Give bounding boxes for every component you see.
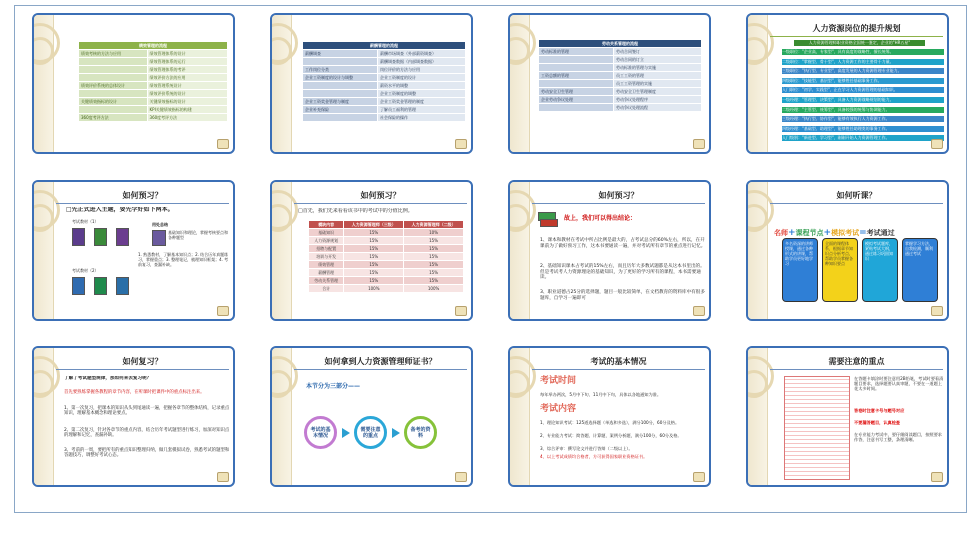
table-cell: 15% <box>404 253 464 261</box>
exam-content-3: 3、综合评审：撰写论文并进行答辩（二级以上）。 <box>540 446 633 451</box>
notice-red-2: 不要漏答题目，认真检查 <box>854 420 901 425</box>
point-2: 2、基础知识课本占考试的15%左右，而且历年大多数试题都是从这本书里出的。但是考试考人力资源理论的基础知识，为了更好的学习所有的课程，本书需要通读。 <box>540 264 705 281</box>
slide-thumbnail-8[interactable] <box>746 180 949 321</box>
aside-title: 用处总结 <box>152 222 168 227</box>
book-tag-2: 考试教材（2） <box>72 268 99 273</box>
slide-thumbnail-6[interactable] <box>270 180 473 321</box>
logo-icon <box>693 472 705 482</box>
formula-term: 课程节点 <box>795 229 824 237</box>
books-icon <box>540 219 558 227</box>
table-cell: 劳动标准的管理与实施 <box>613 64 701 72</box>
slide-decor-bar <box>748 348 768 485</box>
table-cell: 绩效评价系统的总体设计 <box>79 82 148 90</box>
table-row <box>309 277 464 285</box>
slide-decor-bar <box>748 182 768 319</box>
table-cell: 企业劳动争议处理 <box>539 96 614 104</box>
thumbnail-grid-panel <box>14 5 967 513</box>
slide-thumbnail-1[interactable] <box>32 13 235 154</box>
slide-lead: 故上，我们可以得出结论： <box>564 215 637 222</box>
slide-decor-bar <box>272 348 292 485</box>
exam-content-4: 4、以上考试成绩均合格者，方可获得国家职业资格证书。 <box>540 454 648 459</box>
table-cell: 劳动安全卫生管理制度 <box>613 88 701 96</box>
table-cell: 企业工资奖金管理的制度 <box>377 98 465 106</box>
table-cell: 企业工资制度的设计 <box>377 74 465 82</box>
point-1: 1、课本和教材在考试中所占比例是最大的，占考试总分的60%左右，所以，在开课前为了做好预习工作，这本书要通读一遍，并对考试所有章节的重点进行记忆。 <box>540 238 706 249</box>
review-step-3: 3、考前的一周，要把所有的重点知识整理归纳，做几套模拟试卷，熟悉考试的题型和答题技巧，调整好考试心态。 <box>64 448 230 459</box>
table-row <box>309 253 464 261</box>
formula-term: 名师 <box>774 229 788 237</box>
table-cell: 绩效管理体系的考评 <box>147 66 227 74</box>
table-row <box>303 90 466 98</box>
slide-decor-bar <box>34 348 54 485</box>
step-circle-1: 考试的基本情况 <box>304 416 337 449</box>
table-cell: 关键绩效指标的设计 <box>147 98 227 106</box>
table-cell <box>539 104 614 112</box>
table-row <box>303 114 466 122</box>
table-row <box>309 285 464 293</box>
aside-body: 基础知识和理论，掌握考核要点和各种题型 <box>168 230 228 240</box>
table-cell: 薪资水平的调整 <box>377 82 465 90</box>
table-cell: KPI关键绩效指标的构建 <box>147 106 227 114</box>
slide-decor-bar <box>510 182 530 319</box>
table-row <box>79 50 228 58</box>
notice-body: 在答题卡填涂时要注意用2B铅笔，考试时要看清题目要求，选择题要认真审题，不要在一道题上花太多时间。 <box>854 376 944 392</box>
slide-thumbnail-10[interactable] <box>270 346 473 487</box>
textbook-icon <box>116 277 129 295</box>
table-cell: 15% <box>404 237 464 245</box>
logo-icon <box>455 306 467 316</box>
step-circle-3: 备考的资料 <box>404 416 437 449</box>
table-cell: 15% <box>344 269 404 277</box>
table-cell: 合计 <box>309 285 344 293</box>
table-row <box>303 58 466 66</box>
table-cell: 15% <box>344 253 404 261</box>
table-cell: 15% <box>344 277 404 285</box>
logo-icon <box>693 139 705 149</box>
table-cell <box>79 106 148 114</box>
notice-body-2: 在专业能力考试中，要仔细阅读题目，按照要求作答，注意书写工整，条理清晰。 <box>854 432 942 443</box>
table-cell <box>79 58 148 66</box>
point-3: 3、职业道德占25分的选择题，题目一般比较简单，在文档教育的资料库中有很多题库，自学习一遍即可 <box>540 290 705 301</box>
table-cell: 关键绩效指标的设计 <box>79 98 148 106</box>
table-cell: 劳动标准的管理 <box>539 48 614 56</box>
answer-sheet-image <box>784 376 850 480</box>
textbook-icon <box>152 230 166 246</box>
slide-notes: 1. 熟悉教材，了解基本知识点；2. 结合历年真题练习，掌握重点；3. 整理笔记，梳理知识框架；4. 考前复习，查漏补缺。 <box>138 252 229 268</box>
logo-icon <box>931 139 943 149</box>
table-cell <box>303 58 378 66</box>
table-row <box>539 80 702 88</box>
slide-decor-bar <box>34 182 54 319</box>
table-cell: 薪酬管理 <box>309 269 344 277</box>
table-cell: 了解员工福利的管理 <box>377 106 465 114</box>
table-row <box>79 98 228 106</box>
table-cell: 人力资源规划 <box>309 237 344 245</box>
table-cell <box>303 82 378 90</box>
slide-intro: □首先，我们先来看看该书中的考试中的分值比例。 <box>298 208 413 214</box>
table-cell <box>79 74 148 82</box>
table-cell: 企业工资奖金管理与制度 <box>303 98 378 106</box>
textbook-icon <box>94 228 107 246</box>
formula-operator: + <box>788 228 796 238</box>
table-cell: 100% <box>404 285 464 293</box>
formula-term: 模拟考试 <box>831 229 860 237</box>
table-row <box>79 90 228 98</box>
textbook-icon <box>72 277 85 295</box>
table-row <box>309 237 464 245</box>
slide-title: 人力资源岗位的提升规划 <box>770 23 943 37</box>
logo-icon <box>217 306 229 316</box>
career-level-item: 二级职位："掌握型、骨干型"，人力资源工作的主要骨干力量。 <box>782 59 944 65</box>
table-cell <box>303 90 378 98</box>
table-row <box>303 50 466 58</box>
exam-content-2: 2、专业能力考试：简答题、计算题、案例分析题，满分100分，60分及格。 <box>540 433 682 438</box>
career-level-item: 三级职位："执行型、专业型"，高度发展的人力资源管理专业能力。 <box>782 68 944 74</box>
table-cell: 劳动争议处理流程 <box>613 104 701 112</box>
table-cell: 基础知识 <box>309 229 344 237</box>
table-cell: 绩效管理系统设计 <box>147 82 227 90</box>
step-circle-2: 需要注意的重点 <box>354 416 387 449</box>
table-cell: 360度考评方法 <box>147 114 227 122</box>
table-row <box>79 106 228 114</box>
career-level-item: 三级经理："执行型、协作型"，能够有效执行人力资源工作。 <box>782 116 944 122</box>
table-cell: 薪酬调查 <box>303 50 378 58</box>
exam-content-1: 1、理论知识考试：125道选择题（单选和多选），满分100分，60分及格。 <box>540 420 680 425</box>
logo-icon <box>217 472 229 482</box>
slide-thumbnail-9[interactable] <box>32 346 235 487</box>
logo-icon <box>693 306 705 316</box>
table-cell: 15% <box>344 245 404 253</box>
formula-term: 考试通过 <box>866 229 895 237</box>
logo-icon <box>455 472 467 482</box>
table-cell: 企业工资制度的调整 <box>377 90 465 98</box>
success-formula <box>774 220 943 239</box>
slide-thumbnail-4[interactable] <box>746 13 949 154</box>
table-cell: 劳动合同签订 <box>613 48 701 56</box>
logo-icon <box>217 139 229 149</box>
table-header-cell: 人力资源管理师（二级） <box>404 221 464 229</box>
table-row <box>303 106 466 114</box>
table-row <box>79 82 228 90</box>
slide-title: 如何复习？ <box>56 356 229 370</box>
table-cell <box>79 66 148 74</box>
table-row <box>539 48 702 56</box>
table-cell: 劳动合同的订立 <box>613 56 701 64</box>
feature-card-exam: 模拟考试题库，紧贴考试大纲，通过练习巩固知识 <box>862 238 898 302</box>
career-level-item: 四级职位："技能型、基层型"，能够胜任基础事务工作。 <box>782 78 944 84</box>
logo-icon <box>931 472 943 482</box>
table-row <box>539 96 702 104</box>
slide-title: 考试的基本情况 <box>532 356 705 370</box>
review-step-1: 1、第一次复习，把课本的知识从头到尾通读一遍，把握各章节的整体结构，记录重点知识，理解基本概念和理论要点。 <box>64 406 230 417</box>
slide-title: 需要注意的重点 <box>770 356 943 370</box>
slide-thumbnail-5[interactable] <box>32 180 235 321</box>
career-level-item: 入门职位："初学、实践型"，正在学习人力资源管理的基础知识。 <box>782 87 944 93</box>
table-row <box>79 58 228 66</box>
table-row <box>309 245 464 253</box>
logo-icon <box>931 306 943 316</box>
table-cell: 360度考评方法 <box>79 114 148 122</box>
table-header: 劳动关系管理的流程 <box>539 40 702 48</box>
slide-subtitle: □先正式进入主题，要先学好如下两本。 <box>66 207 174 213</box>
table-cell: 员工工资管理的实施 <box>613 80 701 88</box>
slide-title: 如何拿到人力资源管理师证书？ <box>294 356 467 370</box>
table-cell: 绩效管理 <box>309 261 344 269</box>
slide-thumbnail-12[interactable] <box>746 346 949 487</box>
table-row <box>303 74 466 82</box>
table-cell <box>539 64 614 72</box>
review-step-2: 2、第二次复习，针对各章节的重点内容，结合历年考试题型进行练习，加深对知识点的理解和记忆，查漏补缺。 <box>64 428 230 439</box>
slide-lead: 本节分为三部分—— <box>306 383 361 390</box>
table-cell <box>79 90 148 98</box>
table-cell: 劳动关系管理 <box>309 277 344 285</box>
table-row <box>539 104 702 112</box>
salary-table <box>302 41 466 122</box>
score-ratio-table <box>308 220 464 293</box>
table-row <box>539 72 702 80</box>
table-cell: 100% <box>344 285 404 293</box>
textbook-icon <box>94 277 107 295</box>
table-cell: 企业补充保险 <box>303 106 378 114</box>
book-tag-1: 考试教材（1） <box>72 219 99 224</box>
performance-table <box>78 41 228 122</box>
slide-title: 如何预习？ <box>532 190 705 204</box>
table-cell: 绩效评价方法的应用 <box>147 74 227 82</box>
table-row <box>79 66 228 74</box>
table-row <box>309 229 464 237</box>
slide-decor-bar <box>272 182 292 319</box>
slide-thumbnail-7[interactable] <box>508 180 711 321</box>
table-header-cell: 模块内容 <box>309 221 344 229</box>
formula-operator: + <box>823 228 832 238</box>
career-banner: 人力资源管理师职业资格全国统一鉴定，企业的"HR五星" <box>794 40 925 46</box>
table-cell: 绩效评价系统的设计 <box>147 90 227 98</box>
table-row <box>303 66 466 74</box>
table-cell <box>303 114 378 122</box>
table-row <box>303 82 466 90</box>
table-cell: 劳动安全卫生管理 <box>539 88 614 96</box>
section-heading-content: 考试内容 <box>540 404 577 414</box>
slide-thumbnail-2[interactable] <box>270 13 473 154</box>
slide-title: 如何预习？ <box>294 190 467 204</box>
slide-decor-bar <box>510 15 530 152</box>
table-row <box>309 269 464 277</box>
slide-decor-bar <box>272 15 292 152</box>
table-cell: 工作岗位分类 <box>303 66 378 74</box>
logo-icon <box>455 139 467 149</box>
table-cell: 培训与开发 <box>309 253 344 261</box>
arrow-right-icon <box>392 428 400 438</box>
table-row <box>539 56 702 64</box>
slide-title: 如何预习？ <box>56 190 229 204</box>
table-cell: 15% <box>344 229 404 237</box>
notice-red-1: 答卷时注意卡号与题号对应 <box>854 408 905 413</box>
arrow-right-icon <box>342 428 350 438</box>
career-level-item: 入门级别："新进型、学习型"，刚刚开始人力资源管理工作。 <box>782 135 944 141</box>
formula-operator: = <box>859 228 867 238</box>
table-header: 绩效管理的流程 <box>79 42 228 50</box>
table-cell <box>539 80 614 88</box>
textbook-icon <box>72 228 85 246</box>
career-level-item: 四级经理："基础型、助理型"，能够胜任助理类的事务工作。 <box>782 126 944 132</box>
career-level-item: 一级经理："管理型、决策型"，具备人力资源战略规划的能力。 <box>782 97 944 103</box>
table-cell: 薪酬调查数据（内部调查数据） <box>377 58 465 66</box>
table-cell: 招聘与配置 <box>309 245 344 253</box>
exam-time-text: 每年举办两次，5月中下旬、11月中下旬，具体以各地通知为准。 <box>540 392 662 397</box>
feature-card-pass: 掌握学习方法，自我检测，顺利通过考试 <box>902 238 938 302</box>
table-row <box>79 74 228 82</box>
review-question: 了解了考试题型规律，那如何来去复习呢？ <box>64 376 152 381</box>
table-cell: 社会保险的操作 <box>377 114 465 122</box>
slide-thumbnail-11[interactable] <box>508 346 711 487</box>
table-header: 薪酬管理的流程 <box>303 42 466 50</box>
table-row <box>539 88 702 96</box>
career-level-item: 一级职位："企业高，专家型"，具有高度的战略性，擅长统筹。 <box>782 49 944 55</box>
slide-title: 如何听课？ <box>770 190 943 204</box>
table-cell: 10% <box>404 229 464 237</box>
table-row <box>79 114 228 122</box>
table-row <box>539 64 702 72</box>
table-cell: 15% <box>404 277 464 285</box>
table-cell: 15% <box>344 237 404 245</box>
section-heading-time: 考试时间 <box>540 376 577 386</box>
table-header-cell: 人力资源管理师（三级） <box>344 221 404 229</box>
table-row <box>309 261 464 269</box>
table-cell: 工资总额的管理 <box>539 72 614 80</box>
table-cell: 15% <box>404 261 464 269</box>
table-cell: 绩效考核的方法与应用 <box>79 50 148 58</box>
table-cell: 企业工资制度的设计与调整 <box>303 74 378 82</box>
feature-card-course: 全面的课程体系，根据章节知识点分析考点，帮助学员掌握各种知识要点 <box>822 238 858 302</box>
slide-decor-bar <box>510 348 530 485</box>
table-cell: 薪酬市场调查（外部薪资调查） <box>377 50 465 58</box>
table-cell: 15% <box>404 245 464 253</box>
table-row <box>303 98 466 106</box>
table-cell: 员工工资的管理 <box>613 72 701 80</box>
review-line: 首先要熟练掌握各教程的章节内容，在听课时把课件中的重点标注出来。 <box>64 390 205 395</box>
table-cell: 15% <box>344 261 404 269</box>
table-cell: 岗位评价的方法与应用 <box>377 66 465 74</box>
table-cell: 15% <box>404 269 464 277</box>
labor-relations-table <box>538 39 702 112</box>
textbook-icon <box>116 228 129 246</box>
table-cell: 劳动争议处理程序 <box>613 96 701 104</box>
table-cell: 绩效管理体系的设计 <box>147 50 227 58</box>
slide-decor-bar <box>34 15 54 152</box>
feature-card-teacher: 多名资深的讲师授课，通过各种形式的讲课，帮助学员更好地学习 <box>782 238 818 302</box>
career-level-item: 二级经理："主管型、统筹型"，具备较强的统筹与协调能力。 <box>782 107 944 113</box>
slide-decor-bar <box>748 15 768 152</box>
table-cell <box>539 56 614 64</box>
slide-thumbnail-3[interactable] <box>508 13 711 154</box>
table-cell: 绩效管理体系的运行 <box>147 58 227 66</box>
